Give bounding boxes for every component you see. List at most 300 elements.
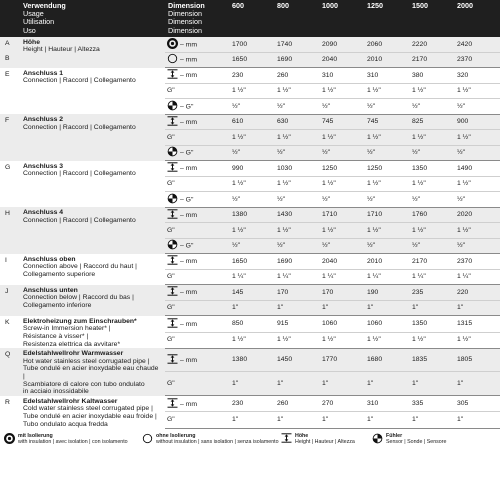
dimension-cell [165, 145, 228, 161]
row-key-letter: G [5, 163, 11, 171]
value-cell: 1430 [273, 207, 318, 223]
usage-subtitle: Connection | Raccord | Collegamento [23, 170, 136, 178]
legend-item [281, 433, 372, 445]
row-key [0, 207, 20, 254]
dimension-cell [165, 114, 228, 130]
legend [0, 429, 500, 446]
row-key [0, 396, 20, 428]
row-key [0, 254, 20, 285]
value-cell: 1250 [318, 161, 363, 177]
value-cell: ½" [408, 145, 453, 161]
value-cell: ½" [228, 99, 273, 115]
with-insulation-icon [4, 433, 18, 446]
height-icon [281, 433, 295, 445]
row-key-letter: K [5, 318, 10, 326]
value-cell: ½" [408, 192, 453, 208]
value-cell: 610 [228, 114, 273, 130]
table-row [0, 396, 500, 412]
value-cell: 1 ½" [228, 176, 273, 192]
value-cell: 1 ½" [453, 176, 500, 192]
value-cell: 230 [228, 396, 273, 412]
legend-item [372, 433, 492, 446]
dimension-unit: G" [167, 180, 175, 188]
value-cell: ½" [408, 238, 453, 254]
value-cell: 2060 [363, 37, 408, 53]
dimension-cell [165, 348, 228, 372]
value-cell: 190 [363, 285, 408, 301]
header-usage-de: Verwendung [23, 1, 66, 10]
value-cell: ½" [453, 145, 500, 161]
dimension-unit: – mm [180, 118, 197, 126]
legend-label: Höhe [295, 432, 309, 439]
table-row [0, 68, 500, 84]
header-dimension-it: Dimension [168, 25, 202, 35]
value-cell: 380 [408, 68, 453, 84]
header-size-1000: 1000 [318, 0, 363, 37]
value-cell: 335 [408, 396, 453, 412]
dimension-unit: – mm [180, 400, 197, 408]
row-key-letter: Q [5, 351, 11, 359]
value-cell: ½" [363, 238, 408, 254]
legend-label: mit Isolierung [18, 432, 53, 439]
table-row [0, 37, 500, 53]
value-cell: ½" [363, 192, 408, 208]
table-row [0, 348, 500, 372]
row-key [0, 68, 20, 115]
value-cell: ½" [453, 238, 500, 254]
value-cell: 2010 [363, 52, 408, 68]
value-cell: 1 ½" [363, 83, 408, 99]
header-usage-fr: Utilisation [23, 17, 55, 27]
value-cell: 1 ½" [273, 332, 318, 348]
row-key-letter: J [5, 287, 9, 295]
value-cell: 2020 [453, 207, 500, 223]
sensor-icon [372, 433, 386, 446]
dimension-unit: – G" [180, 242, 194, 250]
value-cell: 1 ½" [273, 83, 318, 99]
value-cell: 1 ½" [363, 130, 408, 146]
value-cell: 1" [273, 412, 318, 428]
usage-title: Edelstahlwellrohr Kaltwasser [23, 397, 118, 405]
value-cell: 1 ½" [273, 223, 318, 239]
usage-description [20, 161, 165, 208]
value-cell: 1835 [408, 348, 453, 372]
usage-description [20, 285, 165, 316]
value-cell: 1490 [453, 161, 500, 177]
row-key [0, 316, 20, 348]
value-cell: 1 ½" [228, 130, 273, 146]
value-cell: 310 [363, 68, 408, 84]
legend-description: Height | Hauteur | Altezza [295, 438, 355, 445]
usage-subtitle: in acciaio inossidabile [23, 388, 89, 396]
value-cell: 1 ¼" [228, 269, 273, 285]
usage-description [20, 254, 165, 285]
value-cell: 1450 [273, 348, 318, 372]
dimension-unit: – mm [180, 41, 197, 49]
dimension-cell [165, 238, 228, 254]
value-cell: 2220 [408, 37, 453, 53]
value-cell: 310 [363, 396, 408, 412]
value-cell: 1710 [363, 207, 408, 223]
usage-description [20, 316, 165, 348]
value-cell: 1350 [408, 161, 453, 177]
without-insulation-icon [142, 433, 156, 446]
usage-title: Edelstahlwellrohr Warmwasser [23, 350, 124, 358]
usage-description [20, 348, 165, 396]
value-cell: ½" [318, 192, 363, 208]
value-cell: ½" [228, 145, 273, 161]
value-cell: 1 ½" [408, 176, 453, 192]
value-cell: 1 ½" [318, 83, 363, 99]
value-cell: 170 [273, 285, 318, 301]
legend-label: Fühler [386, 432, 403, 439]
header-usage-en: Usage [23, 9, 44, 19]
usage-title: Anschluss oben [23, 255, 76, 263]
value-cell: 270 [318, 396, 363, 412]
value-cell: 745 [318, 114, 363, 130]
usage-description [20, 207, 165, 254]
value-cell: 1030 [273, 161, 318, 177]
value-cell: ½" [453, 192, 500, 208]
value-cell: 320 [453, 68, 500, 84]
usage-subtitle: Tube ondulé en acier inoxydable eau froide | [23, 412, 157, 420]
row-key-letter: F [5, 117, 10, 125]
value-cell: ½" [273, 99, 318, 115]
dimension-unit: G" [167, 336, 175, 344]
height-icon [167, 286, 178, 299]
value-cell: ½" [318, 99, 363, 115]
value-cell: 235 [408, 285, 453, 301]
value-cell: 2040 [318, 254, 363, 270]
legend-text [295, 433, 355, 445]
value-cell: 1" [408, 412, 453, 428]
dimension-cell [165, 99, 228, 115]
value-cell: 1805 [453, 348, 500, 372]
height-icon [167, 209, 178, 222]
row-key [0, 114, 20, 161]
value-cell: 1 ½" [453, 130, 500, 146]
usage-title: Anschluss 3 [23, 162, 64, 170]
value-cell: 1" [228, 412, 273, 428]
with-insulation-icon [167, 38, 178, 52]
value-cell: 2370 [453, 52, 500, 68]
legend-description: Sensor | Sonde | Sensore [386, 438, 447, 445]
dimension-unit: G" [167, 273, 175, 281]
sensor-icon [167, 100, 178, 114]
dimension-unit: – mm [180, 258, 197, 266]
value-cell: ½" [363, 145, 408, 161]
value-cell: 2090 [318, 37, 363, 53]
usage-subtitle: Collegamento inferiore [23, 302, 92, 309]
table-row [0, 254, 500, 270]
value-cell: 1 ½" [363, 176, 408, 192]
value-cell: 1" [363, 412, 408, 428]
value-cell: 1 ½" [453, 83, 500, 99]
value-cell: 2170 [408, 52, 453, 68]
usage-subtitle: Connection | Raccord | Collegamento [23, 123, 136, 131]
row-key [0, 161, 20, 208]
legend-text [386, 433, 446, 445]
dimension-unit: – mm [180, 56, 197, 64]
dimension-cell [165, 316, 228, 332]
value-cell: 170 [318, 285, 363, 301]
value-cell: 1350 [408, 316, 453, 332]
value-cell: 1060 [363, 316, 408, 332]
usage-title: Höhe [23, 38, 40, 46]
height-icon [167, 116, 178, 129]
value-cell: 2170 [408, 254, 453, 270]
dimension-unit: – mm [180, 72, 197, 80]
value-cell: 145 [228, 285, 273, 301]
dimension-unit: G" [167, 133, 175, 141]
value-cell: 1 ½" [228, 332, 273, 348]
usage-subtitle: Cold water stainless steel corrugated pipe | [23, 405, 153, 413]
value-cell: 1700 [228, 37, 273, 53]
dimension-cell [165, 207, 228, 223]
value-cell: 1" [318, 372, 363, 396]
value-cell: 1710 [318, 207, 363, 223]
dimension-unit: G" [167, 304, 175, 312]
value-cell: 1 ½" [363, 332, 408, 348]
dimension-unit: – G" [180, 196, 194, 204]
row-key [0, 37, 20, 68]
usage-subtitle: Connection above | Raccord du haut | [23, 263, 137, 271]
value-cell: 230 [228, 68, 273, 84]
value-cell: 1690 [273, 254, 318, 270]
usage-subtitle: Height | Hauteur | Altezza [23, 46, 100, 54]
value-cell: 1 ½" [363, 223, 408, 239]
dimension-cell [165, 176, 228, 192]
row-key-letter: H [5, 210, 10, 218]
value-cell: 1 ½" [318, 176, 363, 192]
value-cell: 1" [318, 412, 363, 428]
dimension-unit: – G" [180, 149, 194, 157]
row-key-letter: A [5, 39, 10, 47]
value-cell: 2040 [318, 52, 363, 68]
table-row [0, 316, 500, 332]
dimension-cell [165, 223, 228, 239]
value-cell: 1" [453, 300, 500, 316]
value-cell: 1 ½" [408, 83, 453, 99]
without-insulation-icon [167, 53, 178, 67]
header-dimension-de: Dimension [168, 1, 205, 10]
value-cell: 1760 [408, 207, 453, 223]
value-cell: ½" [453, 99, 500, 115]
table-row [0, 114, 500, 130]
dimension-unit: G" [167, 416, 175, 424]
usage-subtitle: Hot water stainless steel corrugated pipe | [23, 357, 150, 365]
value-cell: 1" [363, 372, 408, 396]
dimension-cell [165, 285, 228, 301]
value-cell: 1 ½" [453, 332, 500, 348]
row-key-letter: B [5, 55, 10, 63]
value-cell: ½" [273, 145, 318, 161]
value-cell: 1 ½" [318, 130, 363, 146]
legend-item [142, 433, 281, 446]
value-cell: 1" [408, 300, 453, 316]
header-dimension [165, 0, 228, 37]
row-key-letter: I [5, 256, 7, 264]
table-row [0, 285, 500, 301]
value-cell: 1380 [228, 348, 273, 372]
legend-description: without insulation | sans isolation | senza isolamento [156, 438, 279, 445]
value-cell: 2010 [363, 254, 408, 270]
value-cell: 1 ½" [228, 223, 273, 239]
value-cell: 1" [273, 300, 318, 316]
height-icon [167, 354, 178, 367]
dimension-unit: G" [167, 87, 175, 95]
usage-description [20, 37, 165, 68]
table-row [0, 161, 500, 177]
legend-text [156, 433, 279, 445]
header-size-1500: 1500 [408, 0, 453, 37]
usage-title: Anschluss unten [23, 286, 78, 294]
value-cell: 1 ¼" [408, 269, 453, 285]
usage-subtitle: Scambiatore di calore con tubo ondulato [23, 380, 145, 388]
header-usage-it: Uso [23, 25, 36, 35]
dimension-cell [165, 300, 228, 316]
height-icon [167, 318, 178, 331]
value-cell: 1 ½" [273, 130, 318, 146]
dimension-unit: – mm [180, 211, 197, 219]
usage-subtitle: Résistance à visser* | [23, 333, 89, 340]
usage-subtitle: Resistenza elettrica da avvitare* [23, 340, 121, 348]
value-cell: 1060 [318, 316, 363, 332]
value-cell: 850 [228, 316, 273, 332]
dimension-unit: G" [167, 380, 175, 388]
value-cell: ½" [408, 99, 453, 115]
value-cell: 1 ½" [318, 223, 363, 239]
value-cell: 1 ¼" [273, 269, 318, 285]
value-cell: 1 ½" [408, 130, 453, 146]
value-cell: 1250 [363, 161, 408, 177]
dimension-unit: G" [167, 226, 175, 234]
usage-title: Anschluss 2 [23, 116, 64, 124]
value-cell: 1" [228, 372, 273, 396]
dimension-unit: – G" [180, 103, 194, 111]
usage-title: Anschluss 4 [23, 209, 64, 217]
value-cell: ½" [273, 238, 318, 254]
value-cell: ½" [273, 192, 318, 208]
dimension-cell [165, 372, 228, 396]
value-cell: 1" [408, 372, 453, 396]
usage-description [20, 114, 165, 161]
row-key-letter: E [5, 70, 10, 78]
usage-subtitle: Collegamento superiore [23, 271, 96, 278]
value-cell: 1 ¼" [453, 269, 500, 285]
usage-subtitle: Screw-in Immersion heater* | [23, 325, 111, 333]
usage-subtitle: Connection below | Raccord du bas | [23, 294, 134, 302]
value-cell: 825 [408, 114, 453, 130]
value-cell: ½" [318, 238, 363, 254]
dimension-cell [165, 37, 228, 53]
value-cell: 220 [453, 285, 500, 301]
legend-item [4, 433, 142, 446]
legend-text [18, 433, 128, 445]
value-cell: 1" [228, 300, 273, 316]
dimension-cell [165, 68, 228, 84]
dimension-unit: – mm [180, 320, 197, 328]
table-header [0, 0, 500, 37]
value-cell: 1" [453, 412, 500, 428]
table-row [0, 207, 500, 223]
dimension-unit: – mm [180, 356, 197, 364]
height-icon [167, 398, 178, 411]
sensor-icon [167, 146, 178, 160]
value-cell: ½" [363, 99, 408, 115]
value-cell: 1650 [228, 52, 273, 68]
value-cell: 900 [453, 114, 500, 130]
dimension-unit: – mm [180, 165, 197, 173]
value-cell: 1 ¼" [363, 269, 408, 285]
dimension-cell [165, 269, 228, 285]
value-cell: 1680 [363, 348, 408, 372]
value-cell: 1740 [273, 37, 318, 53]
row-key [0, 348, 20, 396]
dimension-cell [165, 83, 228, 99]
value-cell: 1" [453, 372, 500, 396]
legend-label: ohne Isolierung [156, 432, 196, 439]
usage-description [20, 396, 165, 428]
value-cell: 1 ½" [408, 223, 453, 239]
value-cell: 1650 [228, 254, 273, 270]
value-cell: 310 [318, 68, 363, 84]
value-cell: 1315 [453, 316, 500, 332]
header-dimension-en: Dimension [168, 9, 202, 19]
dimension-unit: – mm [180, 289, 197, 297]
value-cell: 1 ½" [228, 83, 273, 99]
usage-subtitle: Connection | Raccord | Collegamento [23, 77, 136, 85]
value-cell: 260 [273, 396, 318, 412]
value-cell: 630 [273, 114, 318, 130]
usage-title: Elektroheizung zum Einschrauben* [23, 317, 137, 325]
value-cell: 1770 [318, 348, 363, 372]
value-cell: 1690 [273, 52, 318, 68]
height-icon [167, 162, 178, 175]
dimension-cell [165, 254, 228, 270]
value-cell: 2420 [453, 37, 500, 53]
value-cell: ½" [228, 238, 273, 254]
value-cell: 1 ½" [318, 332, 363, 348]
dimension-cell [165, 52, 228, 68]
value-cell: 745 [363, 114, 408, 130]
usage-subtitle: Connection | Raccord | Collegamento [23, 216, 136, 224]
usage-subtitle: Tube ondulé en acier inoxydable eau chaude | [23, 365, 159, 380]
value-cell: 1 ¼" [318, 269, 363, 285]
value-cell: 260 [273, 68, 318, 84]
value-cell: 1" [363, 300, 408, 316]
value-cell: ½" [318, 145, 363, 161]
usage-description [20, 68, 165, 115]
header-dimension-fr: Dimension [168, 17, 202, 27]
header-size-600: 600 [228, 0, 273, 37]
value-cell: ½" [228, 192, 273, 208]
header-key-cell [0, 0, 20, 37]
header-size-2000: 2000 [453, 0, 500, 37]
usage-title: Anschluss 1 [23, 69, 64, 77]
row-key-letter: R [5, 398, 10, 406]
value-cell: 2370 [453, 254, 500, 270]
row-key [0, 285, 20, 316]
value-cell: 1 ½" [273, 176, 318, 192]
sensor-icon [167, 193, 178, 207]
height-icon [167, 255, 178, 268]
value-cell: 1" [273, 372, 318, 396]
dimension-cell [165, 332, 228, 348]
value-cell: 1380 [228, 207, 273, 223]
value-cell: 1 ½" [408, 332, 453, 348]
legend-description: with insulation | avec isolation | con isolamento [18, 438, 128, 445]
